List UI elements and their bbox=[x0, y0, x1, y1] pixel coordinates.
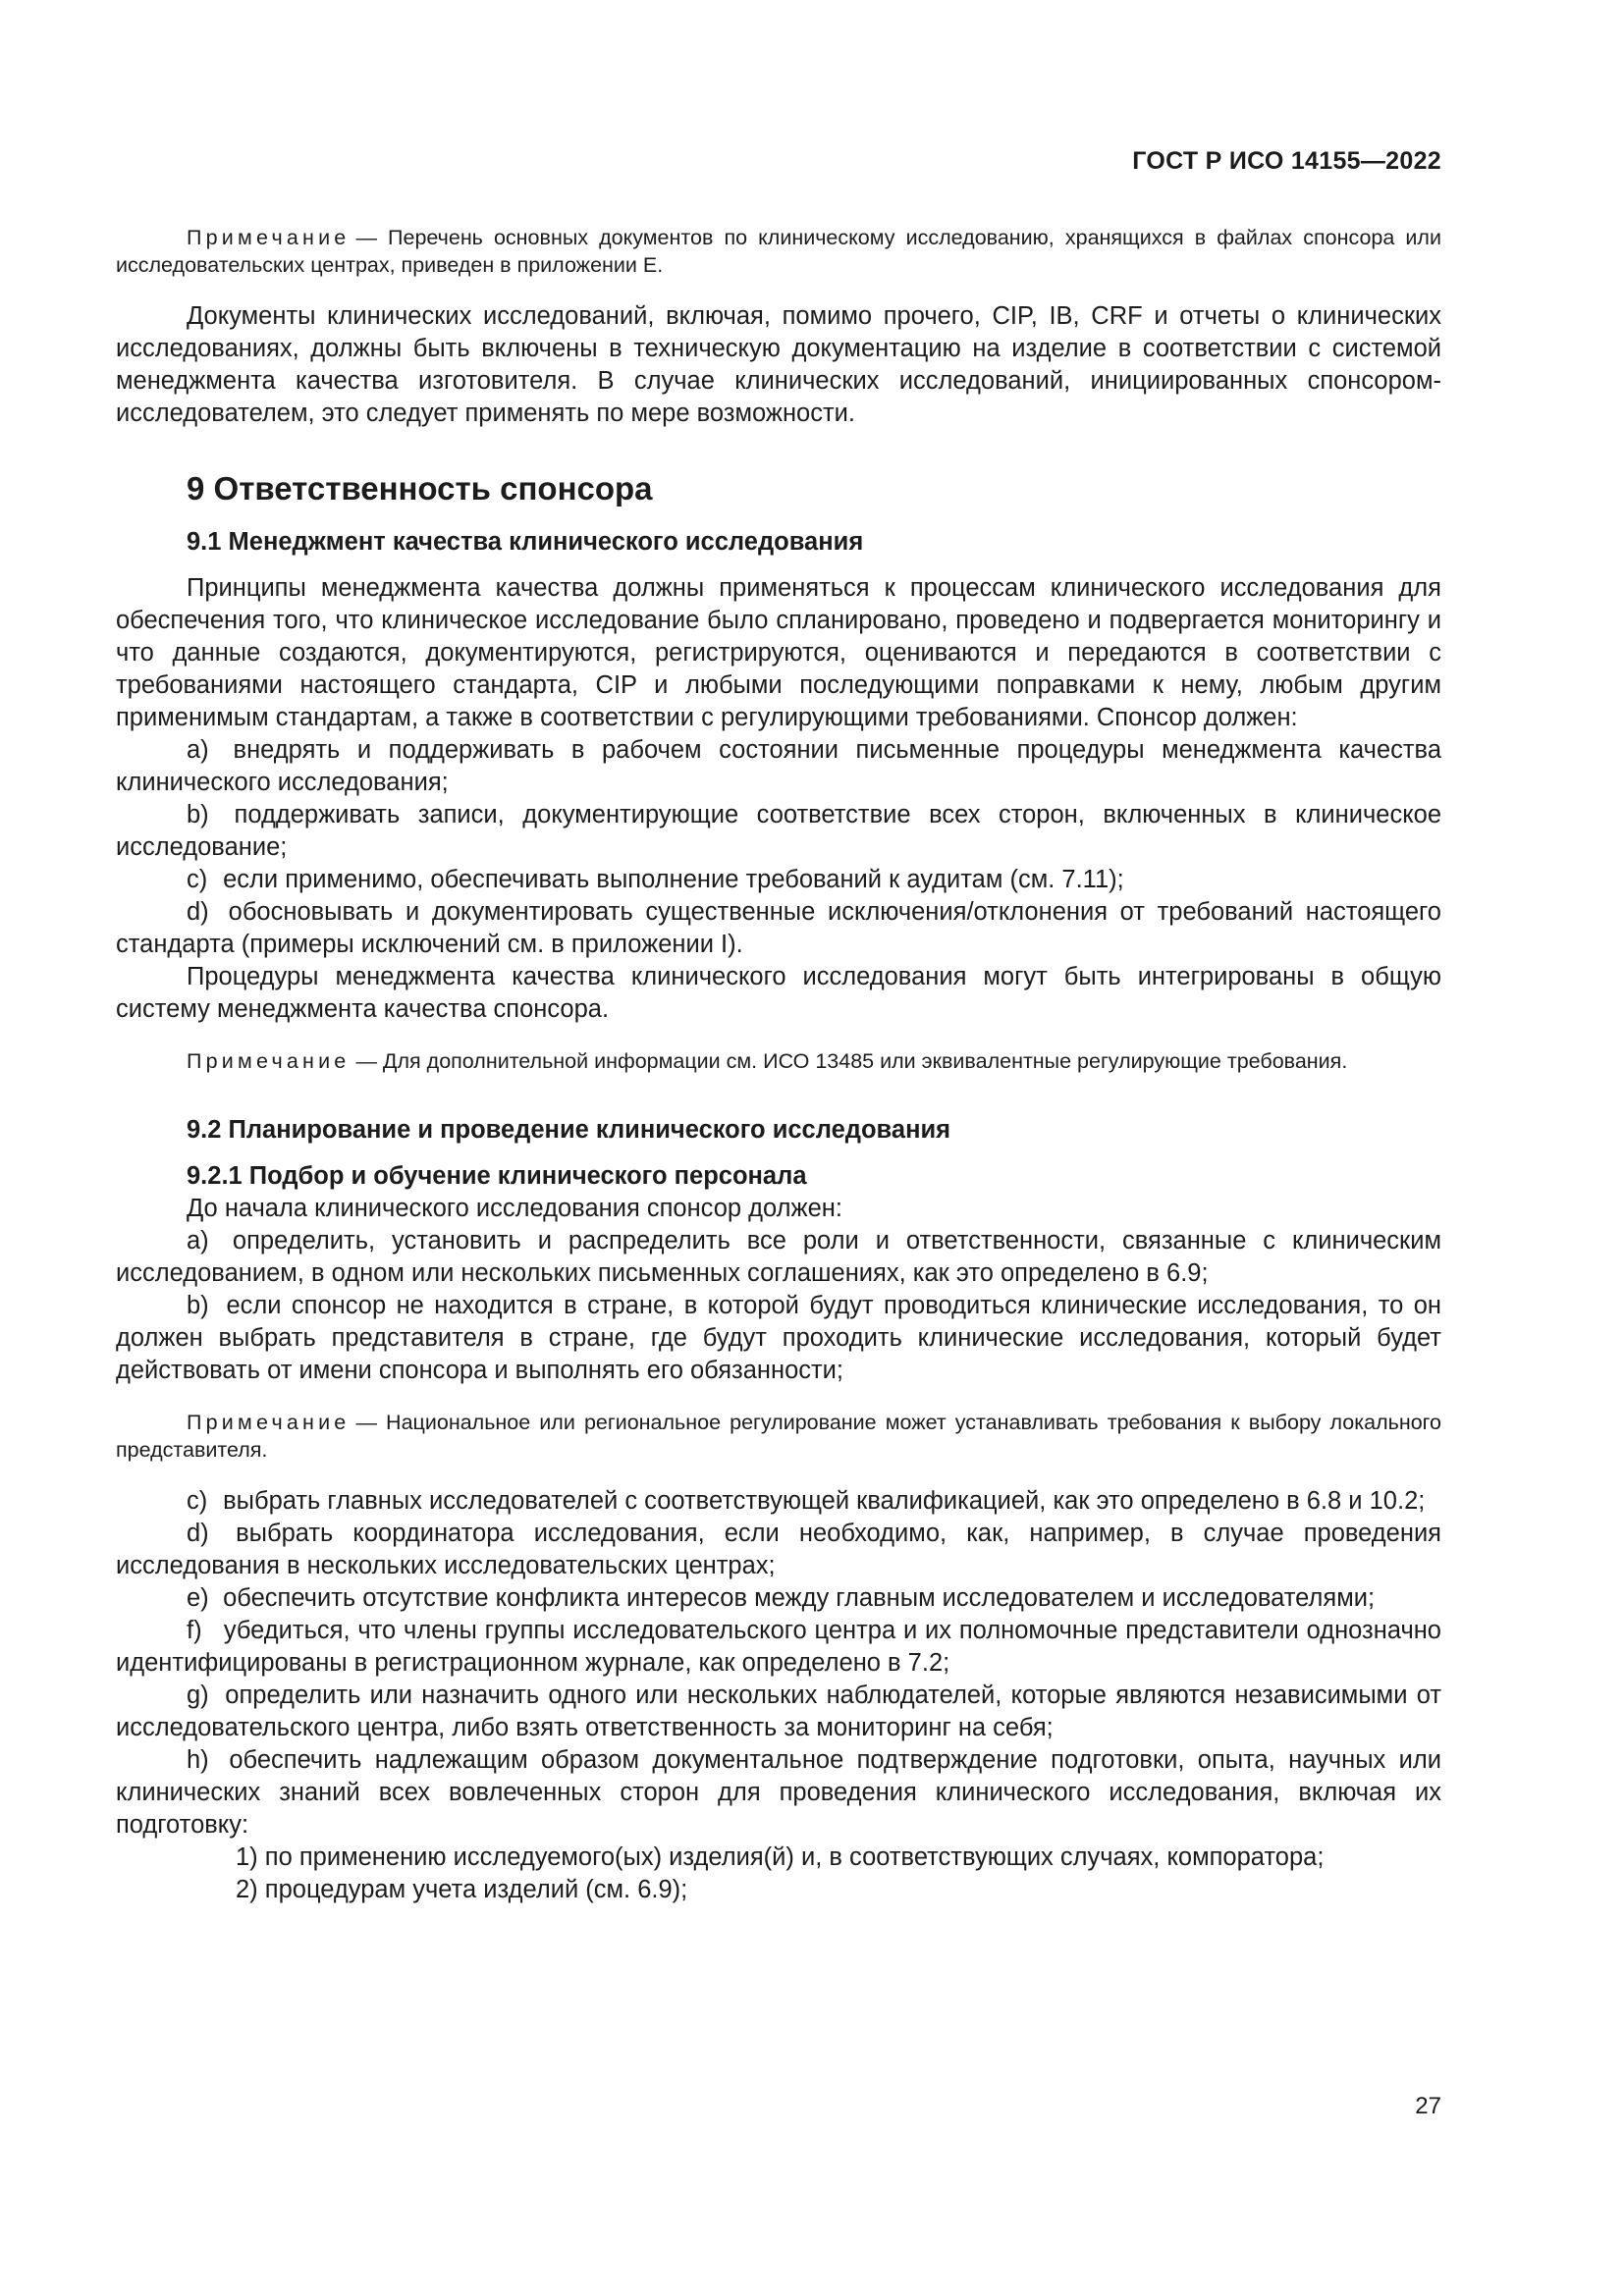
list-item: f) убедиться, что члены группы исследовательского центра и их полномочные представители однозначно идентифицированы в регистрационном журнале, как определено в 7.2; bbox=[116, 1617, 1441, 1677]
page-content bbox=[116, 224, 1441, 1906]
paragraph-quality-principles: Принципы менеджмента качества должны применяться к процессам клинического исследования для обеспечения того, что клиническое исследование было спланировано, проведено и подвергается мониторингу и что данные создаются, документируются, регистрируются, оцениваются и передаются в соответствии с требованиями настоящего стандарта, CIP и любыми последующими поправками к нему, любым другим применимым стандартам, а также в соответствии с регулирующими требованиями. Спонсор должен: bbox=[116, 574, 1441, 731]
list-item: b) если спонсор не находится в стране, в которой будут проводиться клинические исследования, то он должен выбрать представителя в стране, где будут проходить клинические исследования, который будет действовать от имени спонсора и выполнять его обязанности; bbox=[116, 1292, 1441, 1384]
note-label: Примечание bbox=[187, 226, 351, 249]
section-heading: 9 Ответственность спонсора bbox=[187, 470, 653, 507]
note-text: — Перечень основных документов по клиническому исследованию, хранящихся в файлах спонсора или исследовательских центрах, приведен в приложении Е. bbox=[116, 226, 1441, 277]
document-id: ГОСТ Р ИСО 14155—2022 bbox=[1132, 147, 1441, 175]
list-item: e) обеспечить отсутствие конфликта интересов между главным исследователем и исследователями; bbox=[187, 1584, 1376, 1612]
subsection-heading-9-1: 9.1 Менеджмент качества клинического исследования bbox=[187, 528, 864, 556]
note-documents bbox=[116, 224, 1441, 279]
list-9-2-1-a bbox=[116, 1225, 1441, 1387]
sublist-training bbox=[116, 1842, 1441, 1906]
list-item: c) выбрать главных исследователей с соответствующей квалификацией, как это определено в 6.8 и 10.2; bbox=[187, 1487, 1426, 1515]
paragraph-integration: Процедуры менеджмента качества клинического исследования могут быть интегрированы в общую систему менеджмента качества спонсора. bbox=[116, 963, 1441, 1023]
page-number: 27 bbox=[1415, 2093, 1441, 2119]
subsection-heading-9-2: 9.2 Планирование и проведение клинического исследования bbox=[187, 1116, 951, 1144]
note-text: — Национальное или региональное регулирование может устанавливать требования к выбору локального представителя. bbox=[116, 1411, 1441, 1462]
list-item: b) поддерживать записи, документирующие соответствие всех сторон, включенных в клиническое исследование; bbox=[116, 801, 1442, 861]
list-item: d) выбрать координатора исследования, если необходимо, как, например, в случае проведения исследования в нескольких исследовательских центрах; bbox=[116, 1520, 1441, 1579]
subsection-heading-9-2-1: 9.2.1 Подбор и обучение клинического персонала bbox=[187, 1162, 807, 1190]
note-text: — Для дополнительной информации см. ИСО 13485 или эквивалентные регулирующие требования. bbox=[355, 1049, 1348, 1073]
list-item: a) внедрять и поддерживать в рабочем состоянии письменные процедуры менеджмента качества клинического исследования; bbox=[116, 736, 1442, 796]
list-item: c) если применимо, обеспечивать выполнение требований к аудитам (см. 7.11); bbox=[187, 866, 1124, 893]
list-9-2-1-c bbox=[116, 1485, 1441, 1842]
note-label: Примечание bbox=[187, 1049, 351, 1073]
list-item: d) обосновывать и документировать существенные исключения/отклонения от требований настоящего стандарта (примеры исключений см. в приложении I). bbox=[116, 898, 1441, 958]
note-regional-regulation bbox=[116, 1409, 1441, 1464]
sublist-item: 1) по применению исследуемого(ых) изделия(й) и, в соответствующих случаях, компоратора; bbox=[236, 1843, 1325, 1871]
list-item: h) обеспечить надлежащим образом документальное подтверждение подготовки, опыта, научных или клинических знаний всех вовлеченных сторон для проведения клинического исследования, включая их подготовку: bbox=[116, 1746, 1441, 1839]
list-9-1 bbox=[116, 734, 1441, 961]
list-item: g) определить или назначить одного или нескольких наблюдателей, которые являются независимыми от исследовательского центра, либо взять ответственность за мониторинг на себя; bbox=[116, 1682, 1441, 1741]
sublist-item: 2) процедурам учета изделий (см. 6.9); bbox=[236, 1876, 688, 1903]
paragraph-before-start: До начала клинического исследования спонсор должен: bbox=[187, 1195, 842, 1222]
paragraph-documentation: Документы клинических исследований, включая, помимо прочего, CIP, IB, CRF и отчеты о клинических исследованиях, должны быть включены в техническую документацию на изделие в соответствии с системой менеджмента качества изготовителя. В случае клинических исследований, инициированных спонсором-исследователем, это следует применять по мере возможности. bbox=[116, 302, 1441, 427]
note-label: Примечание bbox=[187, 1411, 351, 1434]
list-item: a) определить, установить и распределить все роли и ответственности, связанные с клиническим исследованием, в одном или нескольких письменных соглашениях, как это определено в 6.9; bbox=[116, 1227, 1441, 1287]
note-iso-13485 bbox=[116, 1047, 1441, 1075]
